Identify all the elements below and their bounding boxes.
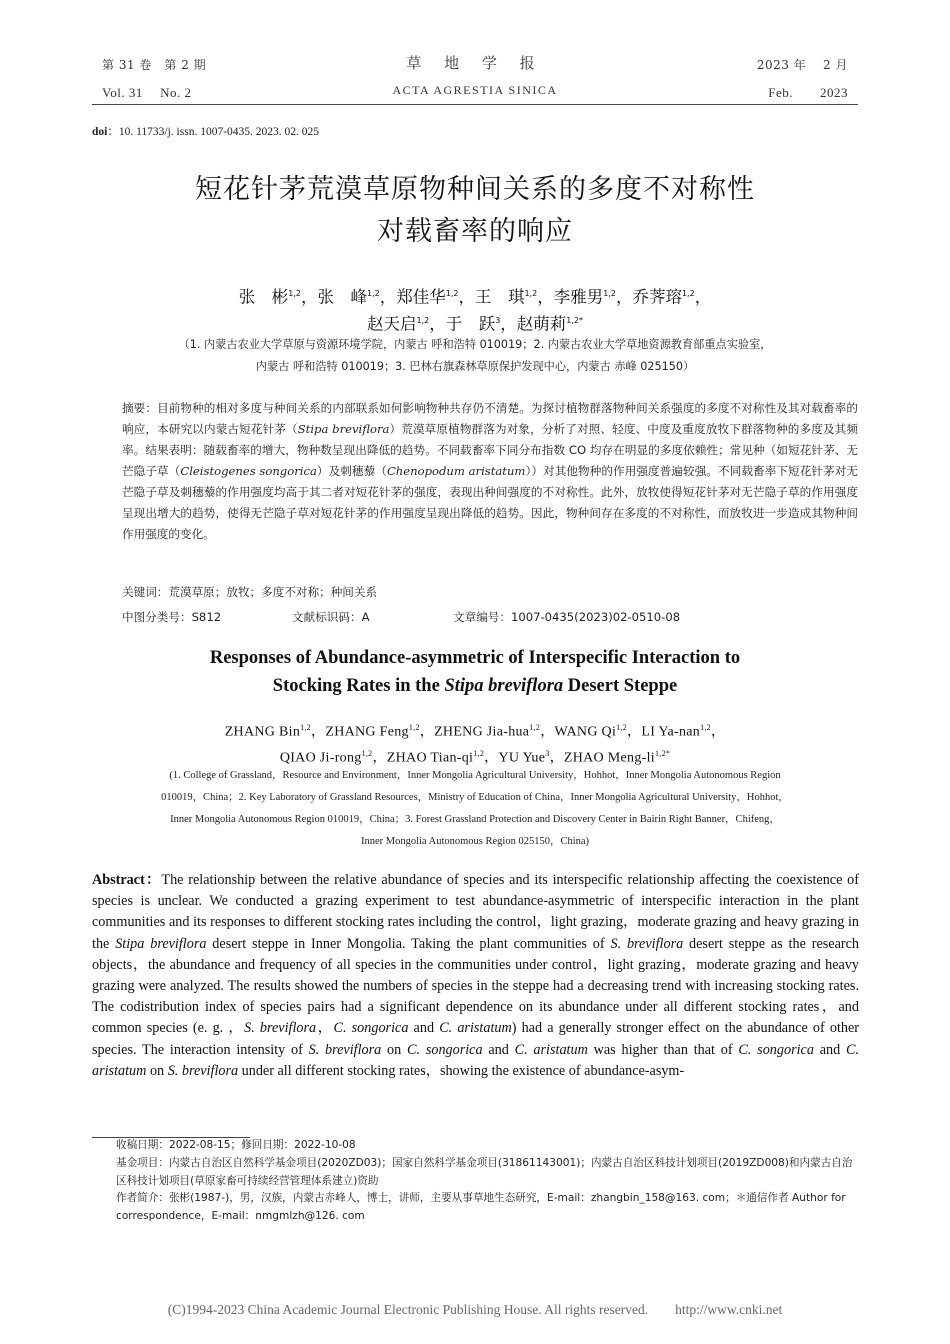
author-separator: ，	[484, 750, 499, 766]
keywords-cn-label: 关键词：	[122, 585, 169, 599]
affiliation-en-line4: Inner Mongolia Autonomous Region 025150，China)	[360, 836, 590, 847]
footnote-funding-text: 内蒙古自治区自然科学基金项目(2020ZD03)；国家自然科学基金项目(31861143001)；内蒙古自治区科技计划项目(2019ZD008)和内蒙古自治区科技计划项目(草原家畜可持续经营管理体系建立)资助	[116, 1157, 853, 1187]
affiliation-en-line2: 010019，China；2. Key Laboratory of Grassland Resources，Ministry of Education of China，Inner Mongolia Agricultural University，Hohhot，	[161, 792, 789, 803]
species-name: Cleistogenes songorica	[180, 464, 317, 478]
authors-cn-line2	[92, 308, 858, 338]
author-name: 张 彬	[238, 287, 289, 307]
footnote-received: 收稿日期：2022-08-15；修回日期：2022-10-08	[116, 1139, 356, 1151]
footnote-author-label: 作者简介：	[116, 1192, 169, 1204]
author-affiliation-mark: 3	[495, 316, 501, 325]
copyright-line: (C)1994-2023 China Academic Journal Electronic Publishing House. All rights reserved. http://www.cnki.net	[167, 1302, 783, 1317]
doi[interactable]	[92, 123, 319, 139]
header-date-en: Feb. 2023	[768, 85, 848, 100]
author-affiliation-mark: 1,2	[367, 289, 380, 298]
header-rule	[92, 104, 858, 105]
title-en-text: Stocking Rates in the	[272, 676, 445, 696]
species-name: Stipa breviflora	[115, 935, 207, 952]
abstract-cn-text: ）荒漠草原植物群落为对象，分析了对照、轻度、中度及重度放牧下群落物种的多度及其频率。结果表明：随载畜率的增大，物种数呈现出降低的趋势。不同载畜率下同分布指数 CO 均存在明显的多度依赖性；常见种（如短花针茅、无芒隐子草（	[122, 422, 858, 478]
title-cn-line2: 对载畜率的响应	[377, 216, 573, 247]
abstract-en-text: and	[482, 1041, 515, 1058]
species-name: C. songorica	[333, 1020, 409, 1037]
affiliation-en-line3: Inner Mongolia Autonomous Region 010019，China；3. Forest Grassland Protection and Discovery Center in Bairin Right Banner，Chifeng，	[170, 814, 780, 825]
abstract-en-text: ，	[316, 1020, 334, 1037]
abstract-cn-text: ））对其他物种的作用强度普遍较强。不同载畜率下短花针茅对无芒隐子草及刺穗藜的作用强度均高于其二者对短花针茅的强度，表现出种间强度的不对称性。此外，放牧使得短花针茅对无芒隐子草的作用强度呈现出增大的趋势，使得无芒隐子草对短花针茅的作用强度呈现出降低的趋势。因此，物种间存在多度的不对称性，而放牧进一步造成其物种间作用强度的变化。	[122, 464, 858, 541]
author-affiliation-mark: 1,2	[408, 723, 420, 732]
abstract-en-text: desert steppe as the research objects，the abundance and frequency of all species in the communities under control，light grazing，moderate grazing and heavy grazing were analyzed. The results showed the numbers of species in the steppe had a decreasing trend with increasing stocking rates. The codistribution index of species pairs had a significant dependence on its abundance under all different stocking rates，and common species (e. g. ，	[92, 935, 860, 1037]
author-separator: ，	[500, 314, 517, 334]
author-separator: ，	[379, 287, 397, 307]
doc-value: A	[361, 610, 370, 624]
keywords-cn	[122, 584, 377, 600]
author-name: ZHANG Bin	[224, 724, 301, 740]
header-journal-en: ACTA AGRESTIA SINICA	[392, 83, 558, 97]
abstract-cn-text: ）及刺穗藜（	[316, 464, 387, 478]
footnote-author-text: 张彬(1987-)，男，汉族，内蒙古赤峰人，博士，讲师，主要从事草地生态研究，E-mail：zhangbin_158@163. com；＊通信作者 Author for correspondence，E-mail：nmgmlzh@126. com	[116, 1192, 846, 1222]
author-name: ZHAO Meng-li	[563, 750, 655, 766]
header-volume-cn: 第 31 卷 第 2 期	[102, 58, 207, 72]
author-name: ZHENG Jia-hua	[434, 724, 530, 740]
abstract-en-text: desert steppe in Inner Mongolia. Taking the plant communities of	[206, 935, 611, 952]
species-name: C. aristatum	[514, 1041, 588, 1058]
author-affiliation-mark: 1,2	[361, 749, 373, 758]
author-affiliation-mark: 1,2	[616, 723, 628, 732]
abstract-en-text: and	[813, 1041, 846, 1058]
author-affiliation-mark: 1,2	[700, 723, 711, 732]
title-cn-line1: 短花针茅荒漠草原物种间关系的多度不对称性	[195, 174, 755, 205]
abstract-en-label: Abstract：	[92, 872, 162, 888]
species-name: Stipa breviflora	[297, 422, 390, 436]
footnote-funding-label: 基金项目：	[116, 1157, 169, 1169]
author-affiliation-mark: 1,2	[288, 289, 302, 298]
clc-label: 中图分类号：	[122, 610, 192, 624]
doc-code	[292, 609, 370, 625]
species-name: C. songorica	[738, 1041, 814, 1058]
abstract-cn	[122, 398, 858, 545]
article-number	[453, 609, 680, 625]
author-separator: ，	[372, 750, 387, 766]
abstract-cn-label: 摘要：	[122, 401, 158, 415]
abstract-en-text: was higher than that of	[587, 1041, 739, 1058]
author-separator: ，	[301, 287, 318, 307]
authors-cn-line1	[92, 281, 858, 311]
title-en-line1: Responses of Abundance-asymmetric of Interspecific Interaction to	[209, 648, 741, 668]
author-affiliation-mark: 1,2	[473, 749, 485, 758]
abstract-en-text: on	[381, 1041, 408, 1058]
author-name: 乔荠瑢	[632, 287, 682, 307]
abstract-en-text: on	[146, 1062, 168, 1079]
article-label: 文章编号：	[453, 610, 511, 624]
abstract-cn-text: 目前物种的相对多度与种间关系的内部联系如何影响物种共存仍不清楚。为探讨植物群落物种间关系强度的多度不对称性及其对载畜率的响应，本研究以内蒙古短花针茅（	[122, 401, 858, 436]
author-separator: ，	[615, 287, 633, 307]
species-name: S. breviflora	[610, 935, 684, 952]
author-separator: ，	[311, 724, 326, 740]
author-separator: ，	[429, 314, 446, 334]
author-name: 郑佳华	[396, 287, 446, 307]
clc-value: S812	[191, 610, 222, 624]
author-separator: ，	[627, 724, 642, 740]
affiliation-en-line1: (1. College of Grassland，Resource and Environment，Inner Mongolia Agricultural University，Hohhot，Inner Mongolia Autonomous Region	[169, 770, 781, 781]
species-name: C. songorica	[407, 1041, 483, 1058]
keywords-cn-value: 荒漠草原；放牧；多度不对称；种间关系	[168, 585, 378, 599]
doi-value: ：10. 11733/j. issn. 1007-0435. 2023. 02. 025	[107, 126, 320, 138]
author-name: LI Ya-nan	[641, 724, 701, 740]
species-name: Stipa breviflora	[444, 676, 564, 696]
author-affiliation-mark: 3	[545, 749, 550, 758]
author-separator: ，	[537, 287, 554, 307]
author-affiliation-mark: 1,2*	[654, 749, 671, 758]
species-name: C. aristatum	[439, 1020, 512, 1037]
author-affiliation-mark: 1,2*	[566, 316, 584, 325]
species-name: S. breviflora	[167, 1062, 239, 1079]
author-name: QIAO Ji-rong	[279, 750, 362, 766]
author-name: 李雅男	[553, 287, 604, 307]
abstract-en-text: and	[408, 1020, 440, 1037]
author-affiliation-mark: 1,2	[681, 289, 695, 298]
author-affiliation-mark: 1,2	[416, 316, 430, 325]
footnote-author	[116, 1190, 858, 1225]
header-journal-cn: 草 地 学 报	[406, 54, 544, 72]
author-affiliation-mark: 1,2	[529, 723, 541, 732]
affiliation-cn-line1: （1. 内蒙古农业大学草原与资源环境学院，内蒙古 呼和浩特 010019；2. 内蒙古农业大学草地资源教育部重点实验室，	[178, 338, 772, 351]
author-name: 于 跃	[445, 314, 496, 334]
header-date-cn: 2023 年 2 月	[756, 58, 848, 72]
author-separator: ，	[419, 724, 435, 740]
article-value: 1007-0435(2023)02-0510-08	[510, 610, 681, 624]
title-en-text: Desert Steppe	[563, 676, 678, 696]
doc-label: 文献标识码：	[292, 610, 362, 624]
abstract-en	[92, 870, 859, 1082]
species-name: S. breviflora	[244, 1020, 317, 1037]
species-name: Chenopodum aristatum	[386, 464, 526, 478]
clc-number	[122, 609, 221, 625]
species-name: C. aristatum	[92, 1041, 860, 1079]
author-name: ZHAO Tian-qi	[386, 750, 474, 766]
author-separator: ，	[549, 750, 564, 766]
author-name: ZHANG Feng	[325, 724, 409, 740]
author-affiliation-mark: 1,2	[603, 289, 616, 298]
affiliation-cn-line2: 内蒙古 呼和浩特 010019；3. 巴林右旗森林草原保护发现中心，内蒙古 赤峰 025150）	[255, 360, 695, 373]
author-name: 张 峰	[317, 287, 368, 307]
author-separator: ，	[710, 724, 726, 740]
author-name: 赵天启	[366, 314, 417, 334]
abstract-en-text: The relationship between the relative abundance of species and its interspecific relationship affecting the coexistence of species is unclear. We conducted a grazing experiment to test abundance-asymmetric of interspecific interaction in the plant communities and its responses to different stocking rates including the control，light grazing，moderate grazing and heavy grazing in the	[92, 872, 859, 952]
author-separator: ，	[540, 724, 555, 740]
author-name: YU Yue	[498, 750, 546, 766]
abstract-en-text: ) had a generally stronger effect on the abundance of other species. The interaction intensity of	[92, 1020, 860, 1058]
doi-label: doi	[92, 126, 108, 138]
author-name: 王 琪	[475, 287, 525, 307]
header-volume-en: Vol. 31 No. 2	[102, 85, 192, 100]
title-en-line2	[92, 673, 858, 700]
author-affiliation-mark: 1,2	[300, 723, 312, 732]
author-name: 赵萌莉	[516, 314, 567, 334]
author-separator: ，	[458, 287, 475, 307]
author-affiliation-mark: 1,2	[445, 289, 459, 298]
author-affiliation-mark: 1,2	[524, 289, 538, 298]
species-name: S. breviflora	[308, 1041, 382, 1058]
abstract-en-text: under all different stocking rates，showing the existence of abundance-asym-	[238, 1062, 685, 1079]
author-separator: ，	[694, 287, 712, 307]
author-name: WANG Qi	[554, 724, 617, 740]
footnote-funding	[116, 1155, 858, 1190]
